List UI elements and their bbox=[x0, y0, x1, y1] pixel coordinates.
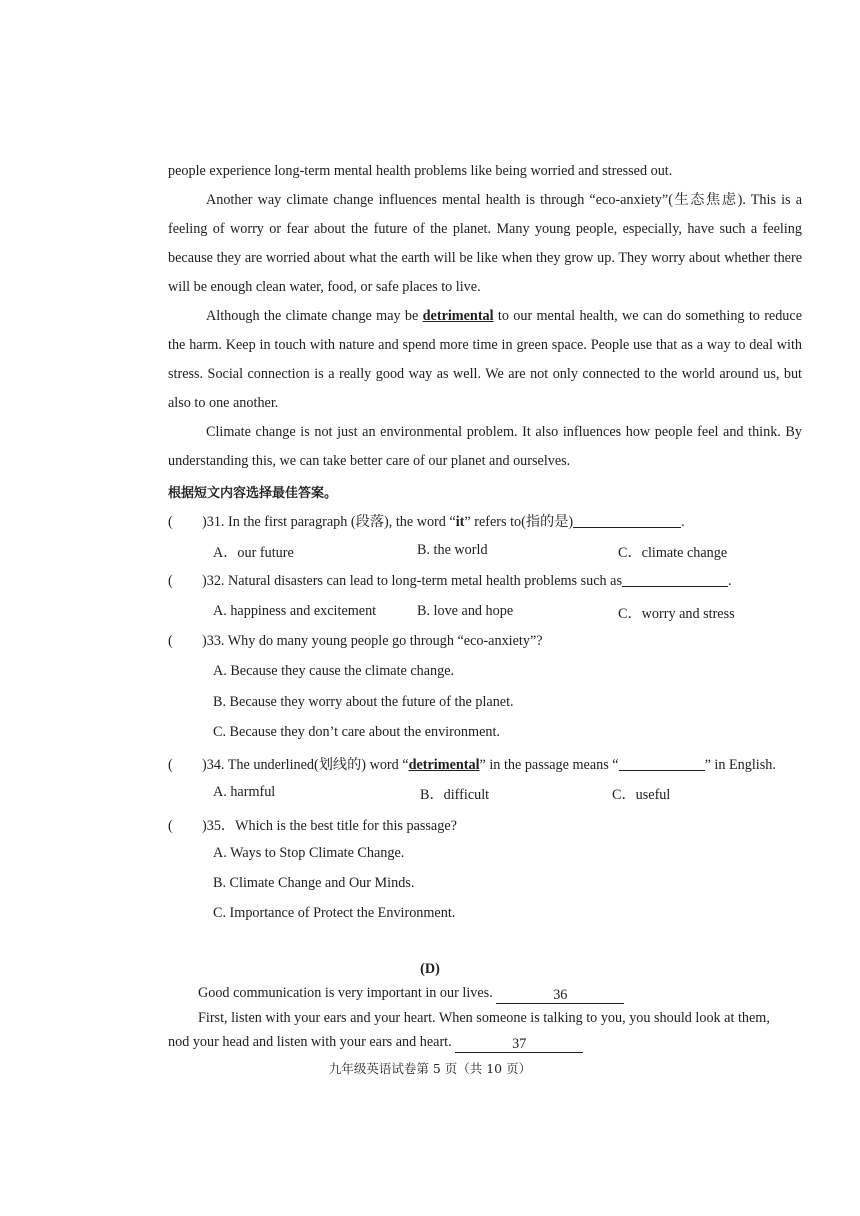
question-34: ( )34. The underlined(划线的) word “detrimental” in the passage means “ ” in English. bbox=[168, 757, 776, 773]
instruction: 根据短文内容选择最佳答案。 bbox=[168, 486, 338, 501]
blank-36[interactable]: 36 bbox=[496, 988, 624, 1004]
reading-passage bbox=[168, 157, 802, 476]
q32-option-b[interactable]: B. love and hope bbox=[417, 603, 514, 619]
q34-option-b[interactable]: B．difficult bbox=[420, 787, 490, 803]
q31-option-b[interactable]: B. the world bbox=[417, 542, 488, 558]
question-35: ( )35．Which is the best title for this passage? bbox=[168, 818, 457, 834]
section-d-line-2: First, listen with your ears and your heart. When someone is talking to you, you should look at them, bbox=[198, 1010, 770, 1026]
section-d-line-1: Good communication is very important in our lives. 36 bbox=[198, 985, 624, 1004]
passage-paragraph-2 bbox=[168, 302, 802, 418]
answer-blank-31[interactable] bbox=[573, 513, 681, 528]
q32-option-c[interactable]: C．worry and stress bbox=[618, 606, 735, 622]
passage-paragraph-2-end: to our mental health, we can do something to reduce the harm. Keep in touch with nature and spend more time in green space. People use that as a way to deal with stress. Social connection is a really good way as well. We are not only connected to the world around us, but also to one another. bbox=[168, 308, 802, 411]
detrimental-word-in-question: detrimental bbox=[408, 757, 480, 773]
answer-blank-34[interactable] bbox=[619, 756, 705, 771]
q35-option-a[interactable]: A. Ways to Stop Climate Change. bbox=[213, 845, 405, 861]
answer-paren-31[interactable]: ( bbox=[168, 514, 173, 530]
detrimental-underlined-word: detrimental bbox=[422, 308, 494, 324]
q34-option-a[interactable]: A. harmful bbox=[213, 784, 276, 800]
question-32: ( )32. Natural disasters can lead to long-term metal health problems such as . bbox=[168, 573, 732, 589]
q31-option-a[interactable]: A．our future bbox=[213, 545, 294, 561]
passage-paragraph-1: Another way climate change influences mental health is through “eco-anxiety”(生态焦虑). This is a feeling of worry or fear about the future of the planet. Many young people, especially, have such a feeling because they are worried about what the earth will be like when they grow up. They worry about whether there will be enough clean water, food, or safe places to live. bbox=[168, 192, 802, 295]
blank-37[interactable]: 37 bbox=[455, 1037, 583, 1053]
q34-option-c[interactable]: C．useful bbox=[612, 787, 671, 803]
q33-option-b[interactable]: B. Because they worry about the future of the planet. bbox=[213, 694, 514, 710]
section-d-heading: (D) bbox=[420, 961, 440, 977]
q35-option-c[interactable]: C. Importance of Protect the Environment. bbox=[213, 905, 456, 921]
q35-option-b[interactable]: B. Climate Change and Our Minds. bbox=[213, 875, 415, 891]
question-31: ( )31. In the first paragraph (段落), the word “it” refers to(指的是) . bbox=[168, 514, 685, 530]
answer-paren-32[interactable]: ( bbox=[168, 573, 173, 589]
answer-paren-35[interactable]: ( bbox=[168, 818, 173, 834]
passage-paragraph-3: Climate change is not just an environmental problem. It also influences how people feel and think. By understanding this, we can take better care of our planet and ourselves. bbox=[168, 424, 802, 469]
q32-option-a[interactable]: A. happiness and excitement bbox=[213, 603, 377, 619]
passage-paragraph-0: people experience long-term mental health problems like being worried and stressed out. bbox=[168, 163, 673, 179]
section-d-line-3: nod your head and listen with your ears and heart. 37 bbox=[168, 1034, 583, 1053]
passage-paragraph-2-start: Although the climate change may be bbox=[206, 308, 423, 324]
answer-paren-34[interactable]: ( bbox=[168, 757, 173, 773]
answer-paren-33[interactable]: ( bbox=[168, 633, 173, 649]
answer-blank-32[interactable] bbox=[622, 572, 728, 587]
q33-option-c[interactable]: C. Because they don’t care about the environment. bbox=[213, 724, 500, 740]
q31-option-c[interactable]: C．climate change bbox=[618, 545, 728, 561]
question-33: ( )33. Why do many young people go through “eco-anxiety”? bbox=[168, 633, 543, 649]
q33-option-a[interactable]: A. Because they cause the climate change. bbox=[213, 663, 455, 679]
page-footer: 九年级英语试卷第 5 页（共 10 页） bbox=[328, 1061, 532, 1076]
